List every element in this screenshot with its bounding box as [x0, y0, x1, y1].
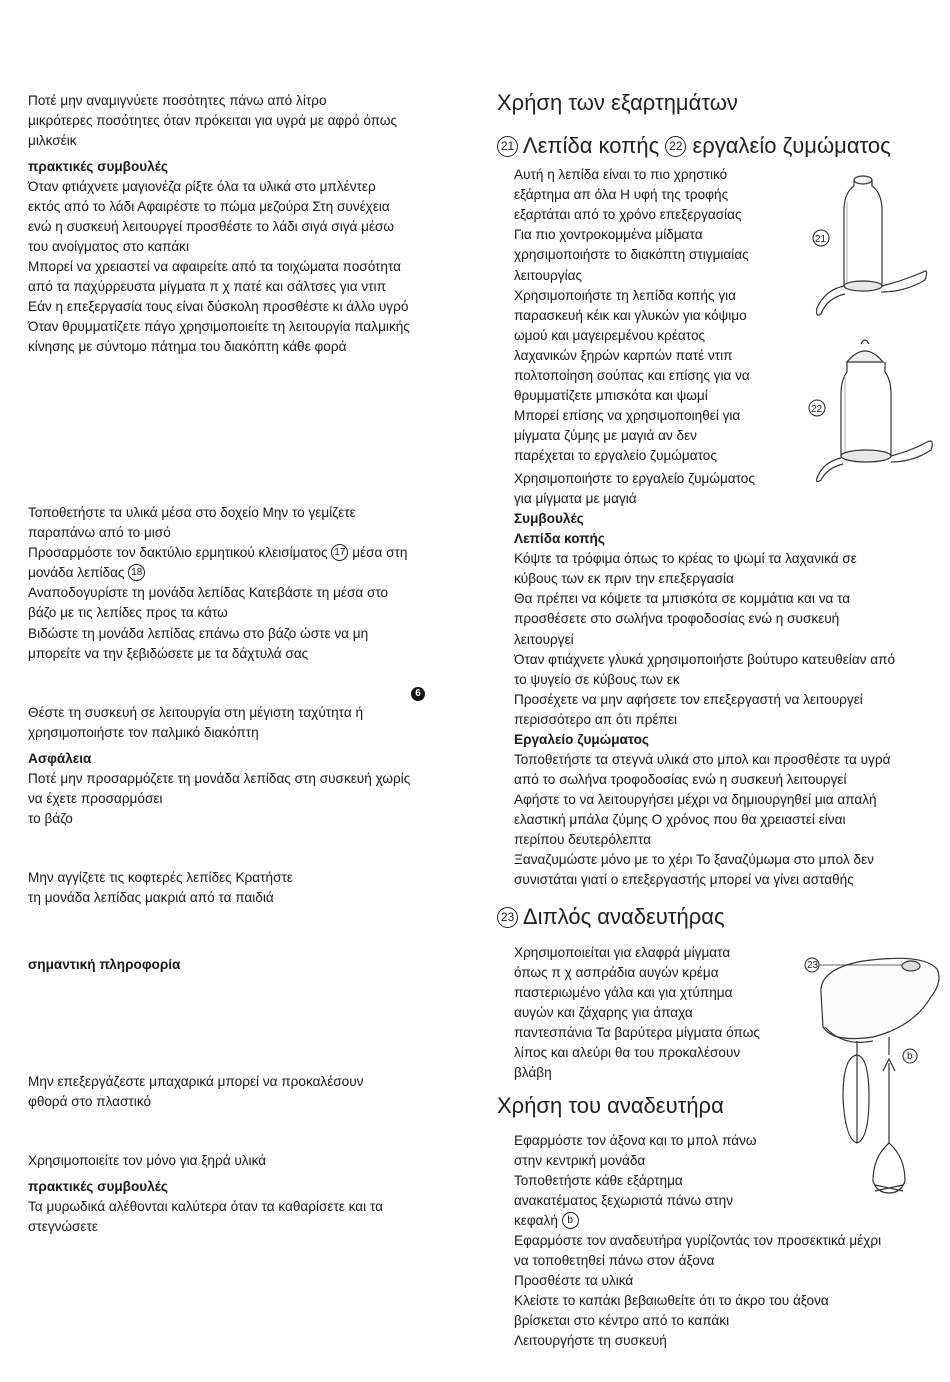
blade-text-line: Χρησιμοποιήστε τη λεπίδα κοπής για: [514, 288, 736, 303]
blade-tip-line: κύβους των εκ πριν την επεξεργασία: [514, 571, 734, 586]
figure-6-badge: 6: [411, 687, 425, 701]
use-text-line: Κλείστε το καπάκι βεβαιωθείτε ότι το άκρο του άξονα: [514, 1293, 829, 1308]
use-text-line: Τοποθετήστε κάθε εξάρτημα: [514, 1173, 683, 1188]
tips-1-line: κίνησης με σύντομο πάτημα του διακόπτη κάθε φορά: [28, 339, 347, 354]
ref-17-marker: 17: [331, 544, 348, 561]
tips-1-line: Όταν φτιάχνετε μαγιονέζα ρίξτε όλα τα υλικά στο μπλέντερ: [28, 179, 376, 194]
safety-title: Ασφάλεια: [28, 751, 92, 766]
step-seal-suffix: μέσα στη: [352, 545, 408, 560]
blade-tip-line: Θα πρέπει να κόψετε τα μπισκότα σε κομμάτια και να τα: [514, 591, 851, 606]
whisk-text-line: Χρησιμοποιείται για ελαφρά μίγματα: [514, 945, 731, 960]
twin-beater-illustration: [803, 947, 945, 1202]
heading-accessories-use: Χρήση των εξαρτημάτων: [497, 90, 738, 115]
step-line: Αναποδογυρίστε τη μονάδα λεπίδας Κατεβάστε τη μέσα στο: [28, 585, 389, 600]
use-text-line: να τοποθετηθεί πάνω στον άξονα: [514, 1253, 715, 1268]
blade-text-line: θρυμματίζετε μπισκότα και ψωμί: [514, 388, 708, 403]
dough-text-line: Χρησιμοποιήστε το εργαλείο ζυμώματος: [514, 471, 755, 486]
dough-subtitle: Εργαλείο ζυμώματος: [514, 732, 649, 747]
step-line: Βιδώστε τη μονάδα λεπίδας επάνω στο βάζο ώστε να μη: [28, 626, 369, 641]
use-text-line: Λειτουργήστε τη συσκευή: [514, 1333, 667, 1348]
dough-tip-line: Ξαναζυμώστε μόνο με το χέρι Το ξαναζύμωμα στο μπολ δεν: [514, 852, 874, 867]
use-text-line: στην κεντρική μονάδα: [514, 1153, 646, 1168]
dry-only-line: Χρησιμοποιείτε τον μόνο για ξηρά υλικά: [28, 1153, 267, 1168]
fig-ref-22-label: 22: [811, 404, 823, 415]
blade-illustration: [805, 168, 945, 328]
dough-tool-illustration: [809, 336, 949, 486]
heading-blade-dough-tool: [497, 132, 891, 160]
use-text-line: ανακατέματος ξεχωριστά πάνω στην: [514, 1193, 734, 1208]
tips-1-line: ενώ η συσκευή λειτουργεί προσθέστε το λάδι σιγά σιγά μέσω: [28, 219, 395, 234]
blade-tip-line: Προσέχετε να μην αφήσετε τον επεξεργαστή να λειτουργεί: [514, 692, 863, 707]
blade-text-line: λειτουργίας: [514, 268, 583, 283]
tips-1-line: Μπορεί να χρειαστεί να αφαιρείτε από τα τοιχώματα ποσότητα: [28, 259, 402, 274]
blade-subtitle: Λεπίδα κοπής: [514, 531, 605, 546]
dough-tip-line: περίπου δευτερόλεπτα: [514, 832, 651, 847]
ref-18-marker: 18: [128, 564, 145, 581]
tips-2-line: στεγνώσετε: [28, 1219, 98, 1234]
ref-21-marker: 21: [497, 136, 518, 157]
dough-tip-line: Αφήστε το να λειτουργήσει μέχρι να δημιουργηθεί μια απαλή: [514, 792, 877, 807]
blades-warning-line: τη μονάδα λεπίδας μακριά από τα παιδιά: [28, 890, 274, 905]
use-head-text: κεφαλή: [514, 1213, 558, 1228]
step-line: Τοποθετήστε τα υλικά μέσα στο δοχείο Μην το γεμίζετε: [28, 505, 356, 520]
blade-text-line: Μπορεί επίσης να χρησιμοποιηθεί για: [514, 408, 741, 423]
blade-tip-line: Όταν φτιάχνετε γλυκά χρησιμοποιήστε βούτυρο κατευθείαν από: [514, 652, 896, 667]
step-line: μπορείτε να την ξεβιδώσετε με τα δάχτυλά σας: [28, 646, 309, 661]
whisk-text-line: αυγών και ζάχαρης για άπαχα: [514, 1005, 693, 1020]
step-line: παραπάνω από το μισό: [28, 525, 171, 540]
use-text-line: Εφαρμόστε τον αναδευτήρα γυρίζοντάς τον προσεκτικά μέχρι: [514, 1233, 882, 1248]
tips-1-line: εκτός από το λάδι Αφαιρέστε το πώμα μεζούρα Στη συνέχεια: [28, 199, 390, 214]
whisk-text-line: βλάβη: [514, 1065, 552, 1080]
heading-beater-use: Χρήση του αναδευτήρα: [497, 1093, 724, 1118]
blade-text-line: εξαρτάται από το χρόνο επεξεργασίας: [514, 207, 742, 222]
tips-1-line: Όταν θρυμματίζετε πάγο χρησιμοποιείτε τη λειτουργία παλμικής: [28, 319, 410, 334]
tips-1-title: πρακτικές συμβουλές: [28, 159, 168, 174]
blade-text-line: παρέχεται το εργαλείο ζυμώματος: [514, 448, 717, 463]
important-title: σημαντική πληροφορία: [28, 957, 181, 972]
heading-twin-beater: [497, 903, 725, 931]
step-line-blade-unit: [28, 563, 145, 583]
fig-ref-23-label: 23: [807, 960, 819, 971]
tips-1-line: από τα παχύρρευστα μίγματα π χ πατέ και σάλτσες για ντιπ: [28, 279, 386, 294]
fig-ref-21-marker: [811, 228, 831, 248]
dough-text-line: για μίγματα με μαγιά: [514, 491, 637, 506]
blade-tip-line: Κόψτε τα τρόφιμα όπως το κρέας το ψωμί τα λαχανικά σε: [514, 551, 857, 566]
left-para-1-line-3: μιλκσέικ: [28, 133, 77, 148]
tips-1-line: Εάν η επεξεργασία τους είναι δύσκολη προσθέστε κι άλλο υγρό: [28, 299, 409, 314]
dough-tip-line: ελαστική μπάλα ζύμης Ο χρόνος που θα χρειαστεί είναι: [514, 812, 846, 827]
heading-twin-beater-text: Διπλός αναδευτήρας: [522, 904, 725, 929]
spices-line: Μην επεξεργάζεστε μπαχαρικά μπορεί να προκαλέσουν: [28, 1074, 364, 1089]
ref-22-marker: 22: [665, 136, 686, 157]
fig-ref-21-label: 21: [815, 234, 827, 245]
blade-text-line: Αυτή η λεπίδα είναι το πιο χρηστικό: [514, 167, 728, 182]
safety-line: να έχετε προσαρμόσει: [28, 791, 163, 806]
ref-23-marker: 23: [497, 907, 518, 928]
run-line: Θέστε τη συσκευή σε λειτουργία στη μέγιστη ταχύτητα ή: [28, 705, 364, 720]
step-line: βάζο με τις λεπίδες προς τα κάτω: [28, 605, 228, 620]
tips-2-line: Τα μυρωδικά αλέθονται καλύτερα όταν τα καθαρίσετε και τα: [28, 1199, 384, 1214]
blade-tip-line: λειτουργεί: [514, 632, 574, 647]
use-text-line-head: [514, 1211, 579, 1231]
blade-tip-line: περισσότερο απ ότι πρέπει: [514, 712, 678, 727]
whisk-text-line: όπως π χ ασπράδια αυγών κρέμα: [514, 965, 719, 980]
blade-text-line: ωμού και μαγειρεμένου κρέατος: [514, 328, 706, 343]
safety-line: το βάζο: [28, 811, 73, 826]
blade-text-line: χρησιμοποιήστε το διακόπτη στιγμιαίας: [514, 247, 749, 262]
heading-dough-text: εργαλείο ζυμώματος: [692, 133, 891, 158]
blade-text-line: παρασκευή κέικ και γλυκών για κόψιμο: [514, 308, 747, 323]
blade-tip-line: το ψυγείο σε κύβους των εκ: [514, 672, 680, 687]
tips-title: Συμβουλές: [514, 511, 584, 526]
use-text-line: Προσθέστε τα υλικά: [514, 1273, 634, 1288]
tips-2-title: πρακτικές συμβουλές: [28, 1179, 168, 1194]
blade-text-line: λαχανικών ξηρών καρπών πατέ ντιπ: [514, 348, 733, 363]
blade-text-line: εξάρτημα απ όλα Η υφή της τροφής: [514, 187, 729, 202]
blade-tip-line: προσθέσετε στο σωλήνα τροφοδοσίας ενώ η συσκευή: [514, 611, 840, 626]
run-line: χρησιμοποιήστε τον παλμικό διακόπτη: [28, 725, 259, 740]
safety-line: Ποτέ μην προσαρμόζετε τη μονάδα λεπίδας στη συσκευή χωρίς: [28, 771, 411, 786]
fig-ref-22-marker: [807, 398, 827, 418]
left-para-1-line-1: Ποτέ μην αναμιγνύετε ποσότητες πάνω από λίτρο: [28, 93, 327, 108]
blades-warning-line: Μην αγγίζετε τις κοφτερές λεπίδες Κρατήστε: [28, 870, 293, 885]
use-text-line: βρίσκεται στο κέντρο από το καπάκι: [514, 1313, 730, 1328]
step-blade-unit-text: μονάδα λεπίδας: [28, 565, 125, 580]
blade-text-line: Για πιο χοντροκομμένα μίδματα: [514, 227, 703, 242]
dough-tip-line: Τοποθετήστε τα στεγνά υλικά στο μπολ και προσθέστε τα υγρά: [514, 752, 891, 767]
whisk-text-line: λίπος και αλεύρι θα του προκαλέσουν: [514, 1045, 741, 1060]
blade-text-line: πολτοποίηση σούπας και επίσης για να: [514, 368, 750, 383]
tips-1-line: του ανοίγματος στο καπάκι: [28, 239, 189, 254]
dough-tip-line: από το σωλήνα τροφοδοσίας ενώ η συσκευή λειτουργεί: [514, 772, 847, 787]
dough-tip-line: συνιστάται γιατί ο επεξεργαστής μπορεί να γίνει ασταθής: [514, 872, 854, 887]
heading-blade-text: Λεπίδα κοπής: [522, 133, 660, 158]
use-text-line: Εφαρμόστε τον άξονα και το μπολ πάνω: [514, 1133, 757, 1148]
whisk-text-line: παντεσπάνια Τα βαρύτερα μίγματα όπως: [514, 1025, 760, 1040]
left-para-1-line-2: μικρότερες ποσότητες όταν πρόκειται για υγρά με αφρό όπως: [28, 113, 398, 128]
ref-b-marker: b: [562, 1212, 579, 1229]
blade-text-line: μίγματα ζύμης με μαγιά αν δεν: [514, 428, 697, 443]
spices-line: φθορά στο πλαστικό: [28, 1094, 152, 1109]
fig-ref-b-label: b: [907, 1051, 913, 1062]
step-line-seal: [28, 543, 407, 563]
whisk-text-line: παστεριωμένο γάλα και για χτύπημα: [514, 985, 733, 1000]
step-seal-text: Προσαρμόστε τον δακτύλιο ερμητικού κλεισίματος: [28, 545, 328, 560]
